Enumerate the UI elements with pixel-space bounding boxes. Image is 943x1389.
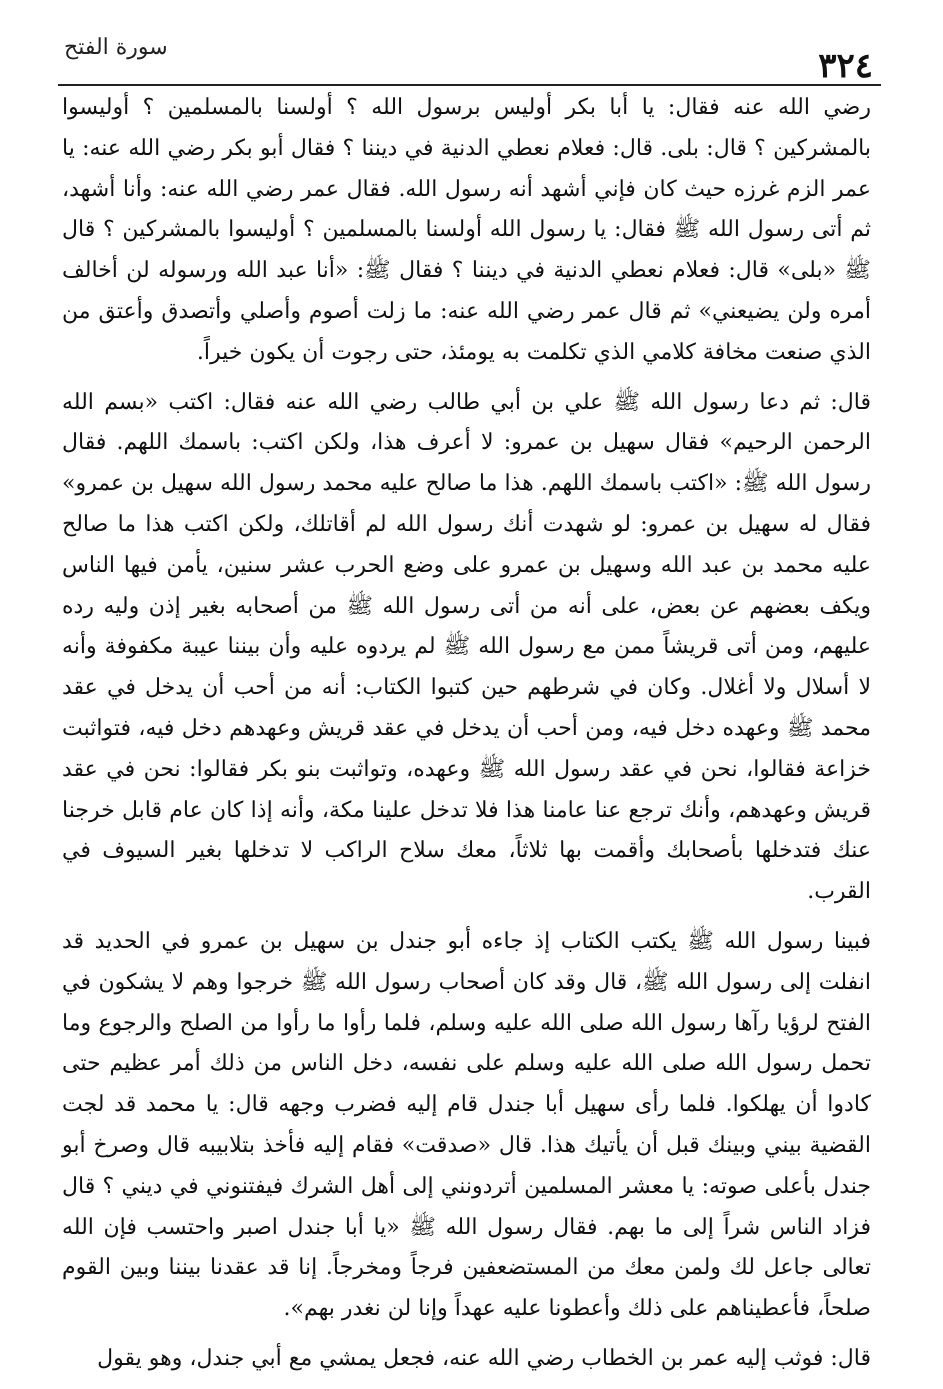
paragraph: قال: فوثب إليه عمر بن الخطاب رضي الله عنه، فجعل يمشي مع أبي جندل، وهو يقول (97, 1345, 871, 1371)
page-header (58, 28, 881, 86)
paragraph: رضي الله عنه فقال: يا أبا بكر أوليس برسول الله ؟ أولسنا بالمسلمين ؟ أوليسوا بالمشركين ؟ قال: بلى. قال: فعلام نعطي الدنية في ديننا ؟ فقال أبو بكر رضي الله عنه: يا عمر الزم غرزه حيث كان فإني أشهد أنه رسول الله. فقال عمر رضي الله عنه: وأنا أشهد، ثم أتى رسول الله ﷺ فقال: يا رسول الله أولسنا بالمسلمين ؟ أوليسوا بالمشركين ؟ قال ﷺ «بلى» قال: فعلام نعطي الدنية في ديننا ؟ فقال ﷺ: «أنا عبد الله ورسوله لن أخالف أمره ولن يضيعني» ثم قال عمر رضي الله عنه: ما زلت أصوم وأصلي وأتصدق وأعتق من الذي صنعت مخافة كلامي الذي تكلمت به يومئذ، حتى رجوت أن يكون خيراً. (62, 95, 871, 365)
surah-title: سورة الفتح (64, 35, 168, 60)
paragraph: قال: ثم دعا رسول الله ﷺ علي بن أبي طالب رضي الله عنه فقال: اكتب «بسم الله الرحمن الرحيم» فقال سهيل بن عمرو: لا أعرف هذا، ولكن اكتب: باسمك اللهم. فقال رسول الله ﷺ: «اكتب باسمك اللهم. هذا ما صالح عليه محمد رسول الله سهيل بن عمرو» فقال له سهيل بن عمرو: لو شهدت أنك رسول الله لم أقاتلك، ولكن اكتب هذا ما صالح عليه محمد بن عبد الله وسهيل بن عمرو على وضع الحرب عشر سنين، يأمن فيها الناس ويكف بعضهم عن بعض، على أنه من أتى رسول الله ﷺ من أصحابه بغير إذن وليه رده عليهم، ومن أتى قريشاً ممن مع رسول الله ﷺ لم يردوه عليه وأن بيننا عيبة مكفوفة وأنه لا أسلال ولا أغلال. وكان في شرطهم حين كتبوا الكتاب: أنه من أحب أن يدخل في عقد محمد ﷺ وعهده دخل فيه، ومن أحب أن يدخل في عقد قريش وعهدهم دخل فيه، فتواثبت خزاعة فقالوا، نحن في عقد رسول الله ﷺ وعهده، وتواثبت بنو بكر فقالوا: نحن في عقد قريش وعهدهم، وأنك ترجع عنا عامنا هذا فلا تدخل علينا مكة، وأنه إذا كان عام قابل خرجنا عنك فتدخلها بأصحابك وأقمت بها ثلاثاً، معك سلاح الراكب لا تدخلها بغير السيوف في القرب. (62, 389, 871, 905)
paragraph: فبينا رسول الله ﷺ يكتب الكتاب إذ جاءه أبو جندل بن سهيل بن عمرو في الحديد قد انفلت إلى رسول الله ﷺ، قال وقد كان أصحاب رسول الله ﷺ خرجوا وهم لا يشكون في الفتح لرؤيا رآها رسول الله صلى الله عليه وسلم، فلما رأوا ما رأوا من الصلح والرجوع وما تحمل رسول الله صلى الله عليه وسلم على نفسه، دخل الناس من ذلك أمر عظيم حتى كادوا أن يهلكوا. فلما رأى سهيل أبا جندل قام إليه فضرب وجهه قال: يا محمد قد لجت القضية بيني وبينك قبل أن يأتيك هذا. قال «صدقت» فقام إليه فأخذ بتلابيبه قال وصرخ أبو جندل بأعلى صوته: يا معشر المسلمين أتردونني إلى أهل الشرك فيفتنوني في ديني ؟ قال فزاد الناس شراً إلى ما بهم. فقال رسول الله ﷺ «يا أبا جندل اصبر واحتسب فإن الله تعالى جاعل لك ولمن معك من المستضعفين فرجاً ومخرجاً. إنا قد عقدنا بيننا وبين القوم صلحاً، فأعطيناهم على ذلك وأعطونا عليه عهداً وإنا لن نغدر بهم». (62, 928, 871, 1322)
body-text (62, 88, 871, 1389)
page-number: ٣٢٤ (818, 46, 873, 86)
